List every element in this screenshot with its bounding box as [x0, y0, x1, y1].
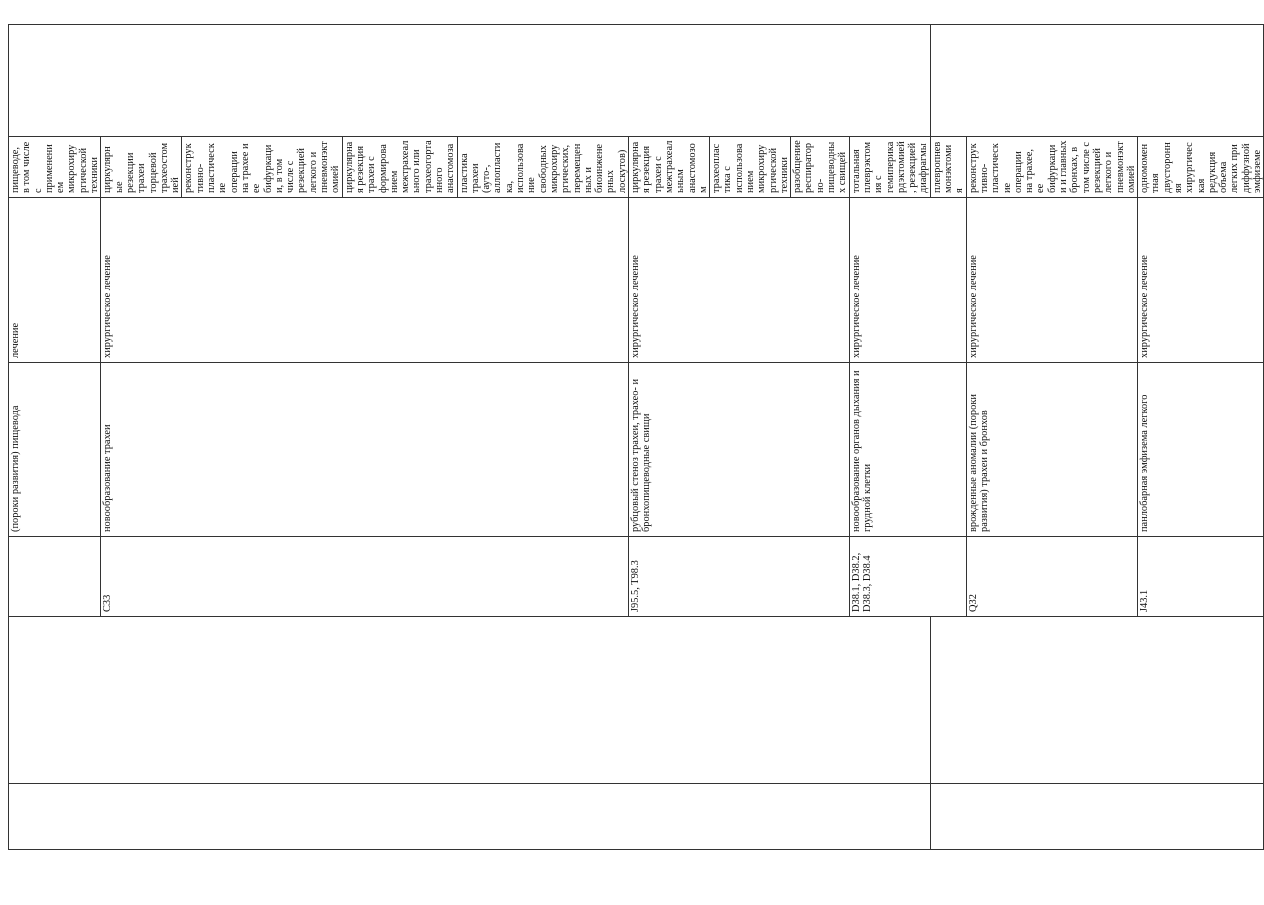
- treatment-cell: хирургическое лечение: [849, 198, 966, 363]
- code-cell: Q32: [966, 537, 1137, 617]
- method-cell: циркулярные резекции трахеи торцевой трахеостомией: [101, 137, 182, 198]
- number-cell: [9, 784, 931, 850]
- group-name-cell: [9, 617, 931, 784]
- treatment-cell: хирургическое лечение: [966, 198, 1137, 363]
- treatment-cell: хирургическое лечение: [629, 198, 850, 363]
- method-cell: одномоментная двусторонняя хирургическая редукция объема легких при диффузной эмфиземе: [1138, 137, 1264, 198]
- diagnosis-cell: (пороки развития) пищевода: [9, 363, 101, 537]
- code-cell: J43.1: [1138, 537, 1264, 617]
- code-cell: C33: [101, 537, 629, 617]
- cost-cell: [930, 25, 1264, 137]
- diagnosis-cell: врожденные аномалии (пороки развития) трахеи и бронхов: [966, 363, 1137, 537]
- group-name-cell: [930, 617, 1264, 784]
- code-cell: J95.5, T98.3: [629, 537, 850, 617]
- method-cell: трахеопластика с использованием микрохирургической техники: [710, 137, 791, 198]
- method-cell: реконструктивно-пластические операции на трахее и ее бифуркации, в том числе с резекцией легкого и пневмонэктомией: [182, 137, 342, 198]
- method-cell: плевропневмонэктомия: [930, 137, 966, 198]
- method-cell: пищеводе, в том числе с применением микрохирургической техники: [9, 137, 101, 198]
- method-cell: циркулярная резекция трахеи с формированием межтрахеального или трахеогортанного анастомоза: [342, 137, 457, 198]
- method-cell: реконструктивно-пластические операции на трахее, ее бифуркации и главных бронхах, в том числе с резекцией легкого и пневмонэктомией: [966, 137, 1137, 198]
- method-cell: тотальная плеврэктомия с гемиперикардэктомией, резекцией диафрагмы: [849, 137, 930, 198]
- treatment-cell: лечение: [9, 198, 101, 363]
- method-cell: разобщение респираторно-пищеводных свищей: [791, 137, 849, 198]
- diagnosis-cell: рубцовый стеноз трахеи, трахео- и бронхопищеводные свищи: [629, 363, 850, 537]
- cost-cell: [9, 25, 931, 137]
- treatment-cell: хирургическое лечение: [1138, 198, 1264, 363]
- method-cell: пластика трахеи (ауто-, аллопластика, использование свободных микрохирургических, перемещенных и биоинженерных лоскутов): [457, 137, 628, 198]
- procedures-table: [8, 24, 1264, 850]
- code-cell: D38.1, D38.2, D38.3, D38.4: [849, 537, 966, 617]
- diagnosis-cell: панлобарная эмфизема легкого: [1138, 363, 1264, 537]
- diagnosis-cell: новообразование трахеи: [101, 363, 629, 537]
- treatment-cell: хирургическое лечение: [101, 198, 629, 363]
- method-cell: циркулярная резекция трахеи с межтрахеальным анастомозом: [629, 137, 710, 198]
- number-cell: [930, 784, 1264, 850]
- table-row: [9, 25, 101, 850]
- code-cell: [9, 537, 101, 617]
- diagnosis-cell: новообразование органов дыхания и грудной клетки: [849, 363, 966, 537]
- rotated-table-wrapper: [8, 25, 1264, 850]
